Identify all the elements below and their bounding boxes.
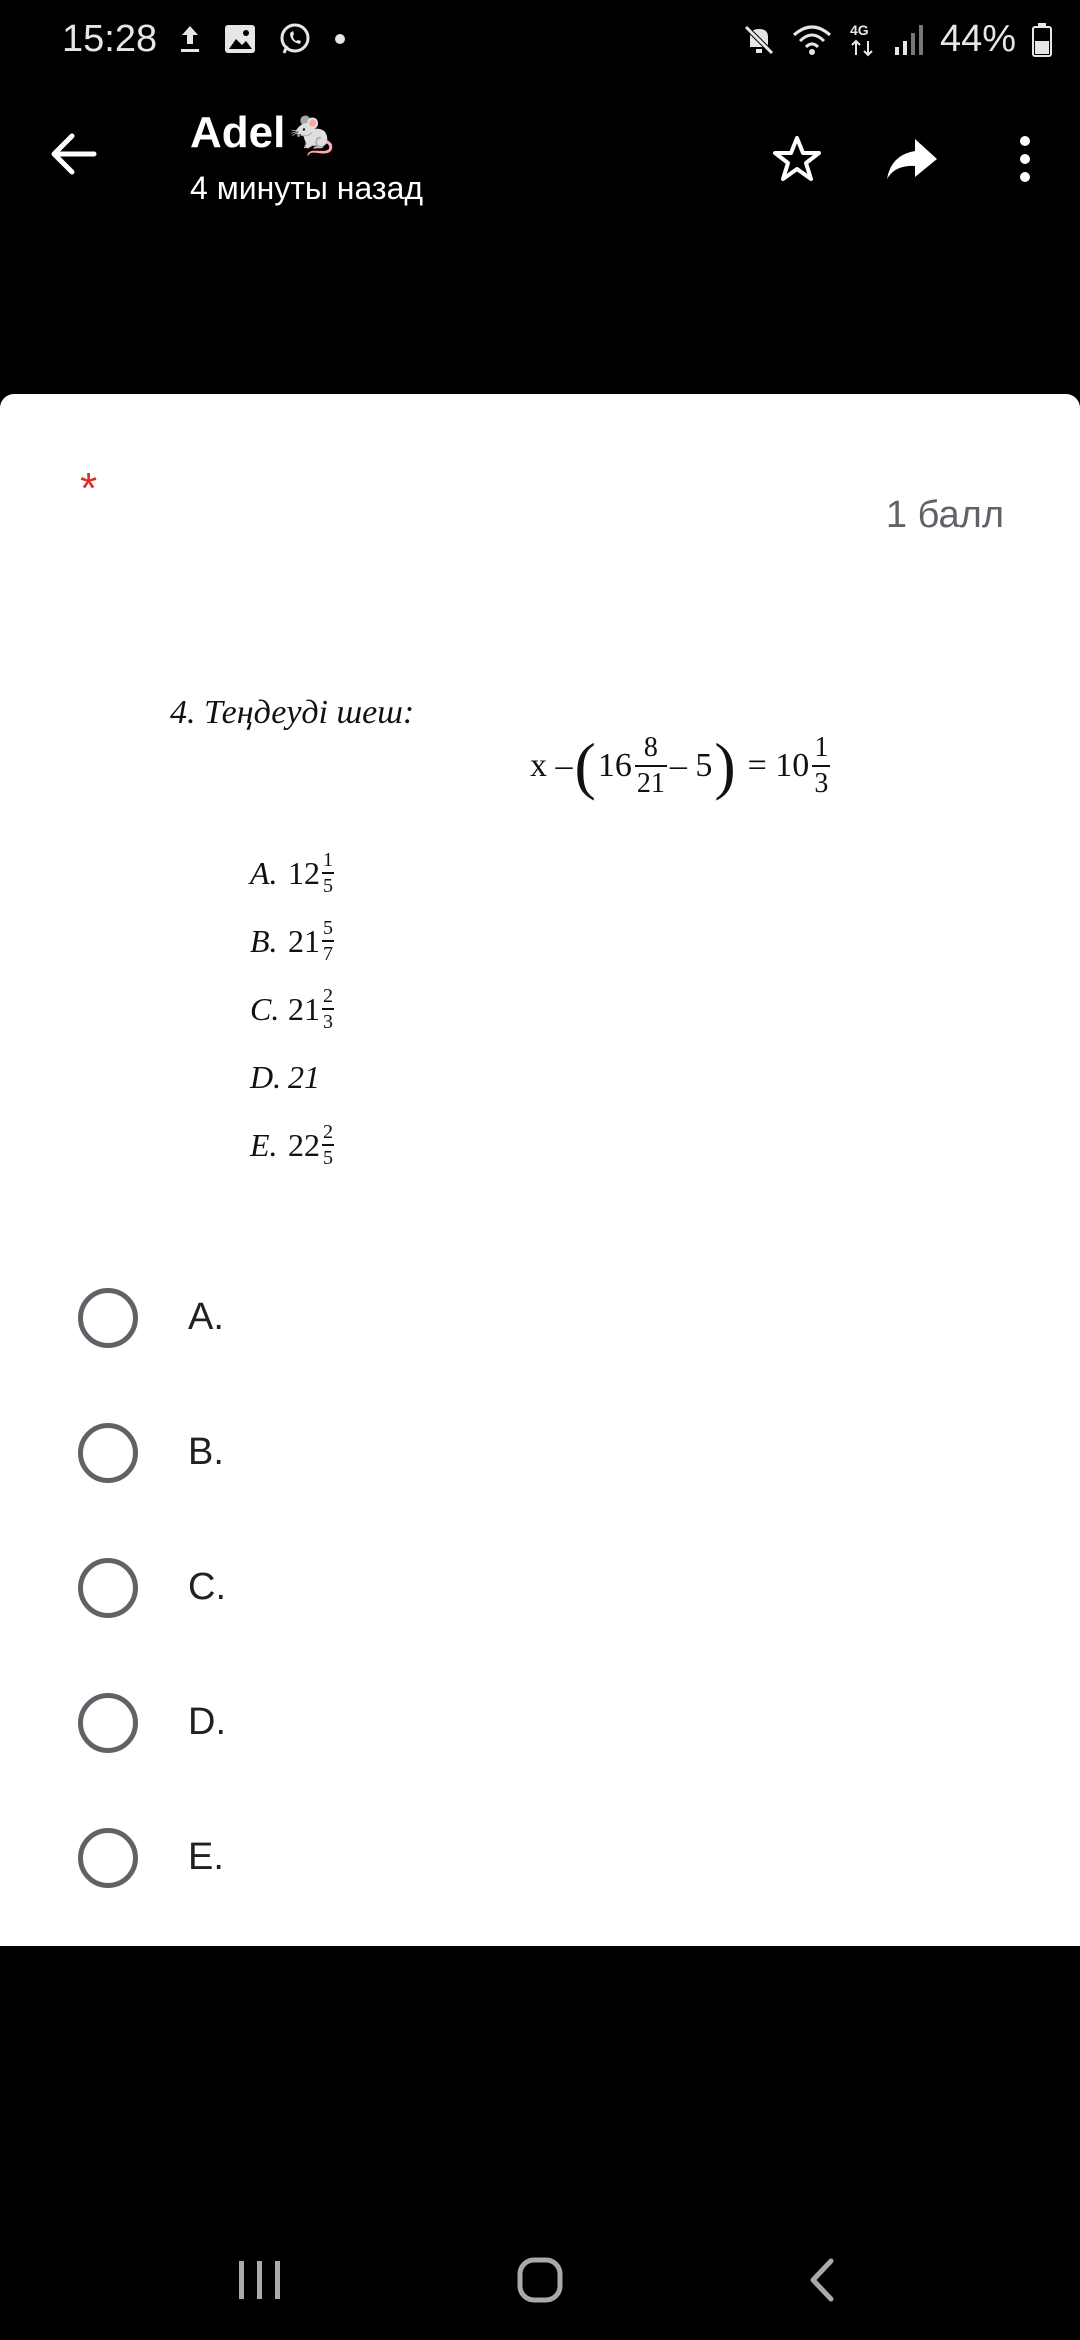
choice-label: C. [188,1566,226,1608]
eq-rhs-den: 3 [814,768,829,799]
eq-rhs-num: 1 [814,732,829,763]
battery-percent: 44% [939,18,1016,60]
svg-text:4G: 4G [849,21,869,38]
eq-x: x – [530,747,573,784]
recent-apps-button[interactable] [220,2240,300,2320]
home-button[interactable] [500,2240,580,2320]
eq-equals: = 10 [747,747,810,784]
required-mark: * [80,464,98,513]
star-button[interactable] [762,124,832,194]
whatsapp-icon [278,22,312,56]
system-icons [742,18,1052,61]
eq-open-paren: ( [574,730,596,801]
question-card [0,394,1080,1946]
choice-d[interactable] [78,1655,978,1790]
back-nav-button[interactable] [782,2240,862,2320]
eq-den: 21 [636,768,665,799]
points-label: 1 балл [885,494,1004,536]
more-options-button[interactable] [990,124,1060,194]
radio-button[interactable] [78,1693,138,1753]
equation [530,730,833,801]
eq-rhs-fraction [812,734,830,798]
contact-name: Adel🐁 [190,108,341,157]
radio-button[interactable] [78,1558,138,1618]
recents-icon [237,2259,283,2301]
choice-label: E. [188,1836,224,1878]
arrow-left-icon [44,124,104,184]
battery-icon [1032,23,1052,57]
image-option: A. 12 1 5 [250,849,333,897]
share-button[interactable] [876,124,946,194]
image-options [250,839,334,1179]
eq-fraction [635,734,667,798]
mute-icon [742,23,776,57]
answer-choices [78,1250,978,1925]
choice-label: B. [188,1431,224,1473]
radio-button[interactable] [78,1828,138,1888]
status-time: 15:28 [62,18,158,60]
forward-icon [883,133,939,185]
eq-close-paren: ) [714,730,736,801]
network-4g-icon [848,21,878,59]
dot-icon [334,33,346,45]
signal-icon [894,23,924,57]
radio-button[interactable] [78,1423,138,1483]
eq-num: 8 [643,732,658,763]
upload-icon [178,24,202,54]
star-icon [771,133,823,185]
choice-label: D. [188,1701,226,1743]
more-vert-icon [1018,135,1032,183]
notification-icons [178,22,346,56]
choice-b[interactable] [78,1385,978,1520]
image-option: D. 21 [250,1058,320,1095]
image-icon [224,24,256,54]
app-bar [0,84,1080,229]
choice-a[interactable] [78,1250,978,1385]
status-bar [0,0,1080,84]
image-option: E. 22 2 5 [250,1121,333,1169]
image-option: C. 21 2 3 [250,985,333,1033]
timestamp: 4 минуты назад [190,170,424,206]
eq-minus: – 5 [669,747,713,784]
home-icon [516,2256,564,2304]
chevron-left-icon [807,2257,837,2303]
navigation-bar [0,2220,1080,2340]
question-heading: 4. Теңдеуді шеш: [170,694,415,731]
choice-e[interactable] [78,1790,978,1925]
choice-label: A. [188,1296,224,1338]
choice-c[interactable] [78,1520,978,1655]
back-button[interactable] [44,124,104,184]
radio-button[interactable] [78,1288,138,1348]
wifi-icon [792,23,832,57]
app-bar-actions [762,124,1060,194]
image-option: B. 21 5 7 [250,917,333,965]
question-image [160,694,940,1194]
eq-whole: 16 [597,747,632,784]
